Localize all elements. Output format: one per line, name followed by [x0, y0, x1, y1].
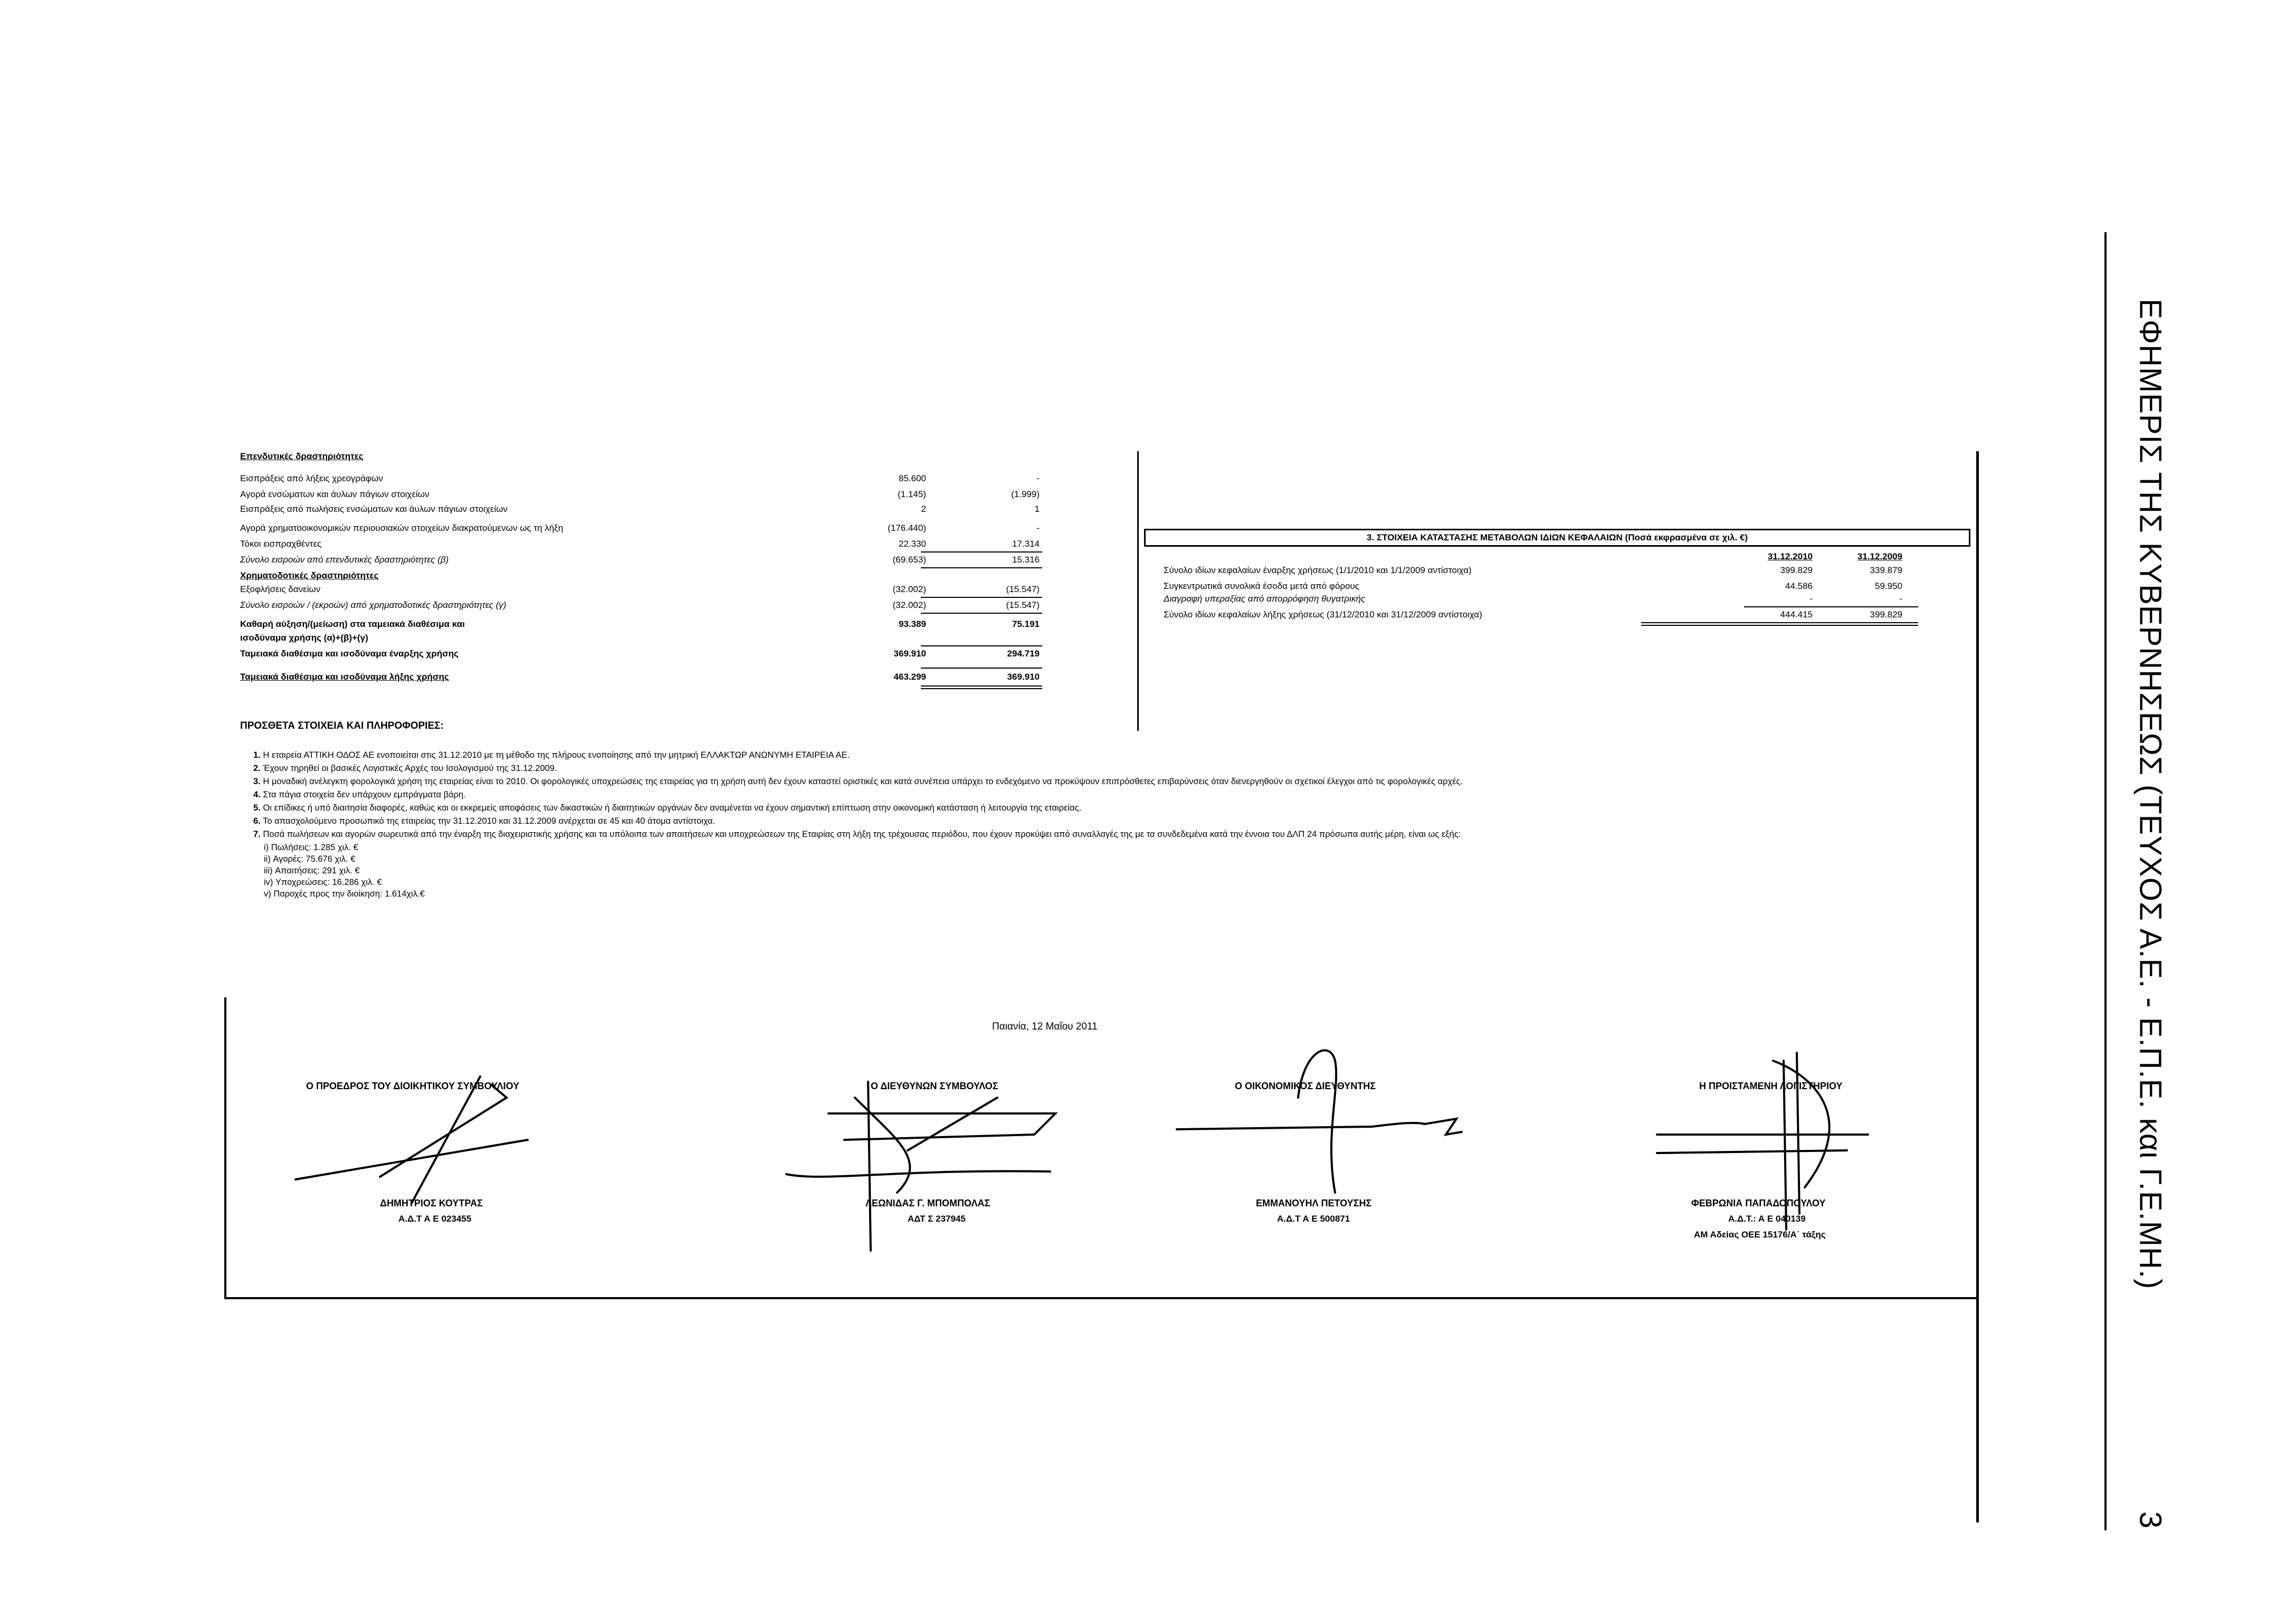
value-2010: (69.653)	[892, 555, 926, 565]
section-heading-investing: Επενδυτικές δραστηριότητες	[240, 451, 364, 461]
value-2010: 369.910	[893, 649, 926, 659]
value-2010: 44.586	[1785, 581, 1813, 591]
value-2010: (1.145)	[898, 489, 926, 499]
value-2009: 15.316	[1012, 555, 1040, 565]
signatory-name: ΦΕΒΡΩΝΙΑ ΠΑΠΑΔΟΠΟΥΛΟΥ	[1691, 1198, 1826, 1208]
value-2010: 85.600	[899, 473, 926, 483]
column-header: 31.12.2010	[1767, 551, 1813, 561]
value-2009: (15.547)	[1006, 600, 1040, 610]
note-number: 2.	[253, 764, 261, 773]
note-text: Στα πάγια στοιχεία δεν υπάρχουν εμπράγματα βάρη.	[263, 790, 466, 799]
signatory-role: Η ΠΡΟΙΣΤΑΜΕΝΗ ΛΟΓΙΣΤΗΡΙΟΥ	[1699, 1081, 1843, 1091]
row-label: Καθαρή αύξηση/(μείωση) στα ταμειακά διαθέσιμα και	[240, 619, 465, 629]
signatory-role: Ο ΔΙΕΥΘΥΝΩΝ ΣΥΜΒΟΥΛΟΣ	[871, 1081, 998, 1091]
row-label: Εισπράξεις από λήξεις χρεογράφων	[240, 473, 383, 483]
row-label: Τόκοι εισπραχθέντες	[240, 539, 322, 549]
note-number: 6.	[253, 816, 261, 826]
row-label: Σύνολο εισροών από επενδυτικές δραστηριότητες (β)	[240, 555, 449, 565]
signatory-id: Α.Δ.Τ Α Ε 023455	[398, 1214, 472, 1224]
sidebar-rule	[2104, 232, 2107, 1530]
value-2009: -	[1036, 523, 1040, 533]
value-2010: 2	[921, 504, 926, 514]
equity-table-title: 3. ΣΤΟΙΧΕΙΑ ΚΑΤΑΣΤΑΣΗΣ ΜΕΤΑΒΟΛΩΝ ΙΔΙΩΝ ΚΕΦΑΛΑΙΩΝ (Ποσά εκφρασμένα σε χιλ. €)	[1144, 529, 1970, 547]
signatory-name: ΔΗΜΗΤΡΙΟΣ ΚΟΥΤΡΑΣ	[380, 1198, 483, 1208]
page-number: 3	[2133, 1511, 2168, 1529]
note-subitem: v) Παροχές προς την διοίκηση: 1.614χιλ.€	[264, 889, 425, 899]
value-2009: 75.191	[1012, 619, 1040, 629]
note-number: 3.	[253, 777, 261, 786]
row-label: Σύνολο εισροών / (εκροών) από χρηματοδοτικές δραστηριότητες (γ)	[240, 600, 507, 610]
value-2009: -	[1036, 473, 1040, 483]
signatory-id: Α.Δ.Τ.: Α Ε 040139	[1728, 1214, 1806, 1224]
value-2010: (32.002)	[892, 584, 926, 594]
value-2009: 399.829	[1870, 609, 1902, 620]
signatory-license: ΑΜ Αδείας ΟΕΕ 15176/Α΄ τάξης	[1694, 1230, 1826, 1240]
note-text: Η μοναδική ανέλεγκτη φορολογικά χρήση της εταιρείας είναι το 2010. Οι φορολογικές υποχρεώσεις της εταιρείας για τη χρήση αυτή δεν έχουν καταστεί οριστικές και κατά συνέπεια υπάρχει το ενδεχόμενο να προκύψουν επιπρόσθετες επιβαρύνσεις όταν διενεργηθούν οι σχετικοί έλεγχοι από τις φορολογικές αρχές.	[263, 777, 1463, 786]
value-2009: 59.950	[1875, 581, 1902, 591]
value-2009: 1	[1034, 504, 1040, 514]
note-text: Έχουν τηρηθεί οι βασικές Λογιστικές Αρχές του Ισολογισμού της 31.12.2009.	[263, 764, 557, 773]
note-text: Η εταιρεία ΑΤΤΙΚΗ ΟΔΟΣ ΑΕ ενοποιείται στις 31.12.2010 με τη μέθοδο της πλήρους ενοποίησης από την μητρική ΕΛΛΑΚΤΩΡ ΑΝΩΝΥΜΗ ΕΤΑΙΡΕΙΑ ΑΕ.	[263, 750, 850, 760]
value-2010: -	[1809, 594, 1813, 604]
section-heading-financing: Χρηματοδοτικές δραστηριότητες	[240, 570, 379, 580]
note-subitem: ii) Αγορές: 75.676 χιλ. €	[264, 854, 356, 864]
row-label: Διαγραφή υπεραξίας από απορρόφηση θυγατρικής	[1164, 594, 1366, 604]
note-subitem: iii) Απαιτήσεις: 291 χιλ. €	[264, 866, 360, 875]
note-number: 5.	[253, 803, 261, 813]
value-2009: 294.719	[1007, 649, 1040, 659]
value-2009: -	[1899, 594, 1902, 604]
value-2010: 22.330	[899, 539, 926, 549]
signatory-role: Ο ΟΙΚΟΝΟΜΙΚΟΣ ΔΙΕΥΘΥΝΤΗΣ	[1235, 1081, 1376, 1091]
row-label: Σύνολο ιδίων κεφαλαίων λήξης χρήσεως (31/12/2010 και 31/12/2009 αντίστοιχα)	[1164, 609, 1482, 620]
value-2009: (15.547)	[1006, 584, 1040, 594]
signatory-id: ΑΔΤ Σ 237945	[908, 1214, 966, 1224]
gazette-header: ΕΦΗΜΕΡΙΣ ΤΗΣ ΚΥΒΕΡΝΗΣΕΩΣ (ΤΕΥΧΟΣ Α.Ε. - Ε.Π.Ε. και Γ.Ε.ΜΗ.)	[2133, 299, 2168, 1290]
row-label: Αγορά ενσώματων και άυλων πάγιων στοιχείων	[240, 489, 430, 499]
value-2009: (1.999)	[1011, 489, 1040, 499]
row-label: Αγορά χρηματοοικονομικών περιουσιακών στοιχείων διακρατούμενων ως τη λήξη	[240, 523, 564, 533]
value-2010: 463.299	[893, 672, 926, 682]
column-header: 31.12.2009	[1857, 551, 1902, 561]
value-2010: 93.389	[899, 619, 926, 629]
note-subitem: iv) Υποχρεώσεις: 16.286 χιλ. €	[264, 878, 382, 887]
row-label: Ταμειακά διαθέσιμα και ισοδύναμα έναρξης χρήσης	[240, 649, 459, 659]
row-label: Εισπράξεις από πωλήσεις ενσώματων και άυλων πάγιων στοιχείων	[240, 504, 508, 514]
value-2010: (176.440)	[888, 523, 926, 533]
note-number: 7.	[253, 830, 261, 839]
signatory-id: Α.Δ.Τ Α Ε 500871	[1277, 1214, 1350, 1224]
notes-title: ΠΡΟΣΘΕΤΑ ΣΤΟΙΧΕΙΑ ΚΑΙ ΠΛΗΡΟΦΟΡΙΕΣ:	[240, 720, 444, 731]
value-2010: 399.829	[1780, 565, 1813, 575]
signature-date: Παιανία, 12 Μαΐου 2011	[992, 1021, 1098, 1032]
note-text: Ποσά πωλήσεων και αγορών σωρευτικά από την έναρξη της διαχειριστικής χρήσης και τα υπόλοιπα των απαιτήσεων και υποχρεώσεων της Εταιρίας στη λήξη της τρέχουσας περιόδου, που έχουν προκύψει από συναλλαγές της με τα συνδεδεμένα κατά την έννοια του ΔΛΠ 24 πρόσωπα αυτής μέρη, είναι ως εξής:	[263, 830, 1461, 839]
signatory-role: Ο ΠΡΟΕΔΡΟΣ ΤΟΥ ΔΙΟΙΚΗΤΙΚΟΥ ΣΥΜΒΟΥΛΙΟΥ	[306, 1081, 520, 1091]
note-number: 1.	[253, 750, 261, 760]
note-number: 4.	[253, 790, 261, 799]
row-label: Σύνολο ιδίων κεφαλαίων έναρξης χρήσεως (1/1/2010 και 1/1/2009 αντίστοιχα)	[1164, 565, 1472, 575]
value-2010: 444.415	[1780, 609, 1813, 620]
value-2009: 369.910	[1007, 672, 1040, 682]
row-label: Ταμειακά διαθέσιμα και ισοδύναμα λήξης χρήσης	[240, 672, 449, 682]
note-text: Το απασχολούμενο προσωπικό της εταιρείας την 31.12.2010 και 31.12.2009 ανέρχεται σε 45 και 40 άτομα αντίστοιχα.	[263, 816, 716, 826]
row-label: ισοδύναμα χρήσης (α)+(β)+(γ)	[240, 633, 368, 643]
signatory-name: ΛΕΩΝΙΔΑΣ Γ. ΜΠΟΜΠΟΛΑΣ	[865, 1198, 990, 1208]
value-2009: 17.314	[1012, 539, 1040, 549]
row-label: Εξοφλήσεις δανείων	[240, 584, 321, 594]
note-subitem: i) Πωλήσεις: 1.285 χιλ. €	[264, 843, 358, 852]
row-label: Συγκεντρωτικά συνολικά έσοδα μετά από φόρους	[1164, 581, 1359, 591]
value-2010: (32.002)	[892, 600, 926, 610]
signatory-name: ΕΜΜΑΝΟΥΗΛ ΠΕΤΟΥΣΗΣ	[1256, 1198, 1372, 1208]
value-2009: 339.879	[1870, 565, 1902, 575]
note-text: Οι επίδικες ή υπό διαιτησία διαφορές, καθώς και οι εκκρεμείς αποφάσεις των δικαστικών ή διαιτητικών οργάνων δεν αναμένεται να έχουν σημαντική επίπτωση στην οικονομική κατάσταση ή λειτουργία της εταιρείας.	[263, 803, 1082, 813]
